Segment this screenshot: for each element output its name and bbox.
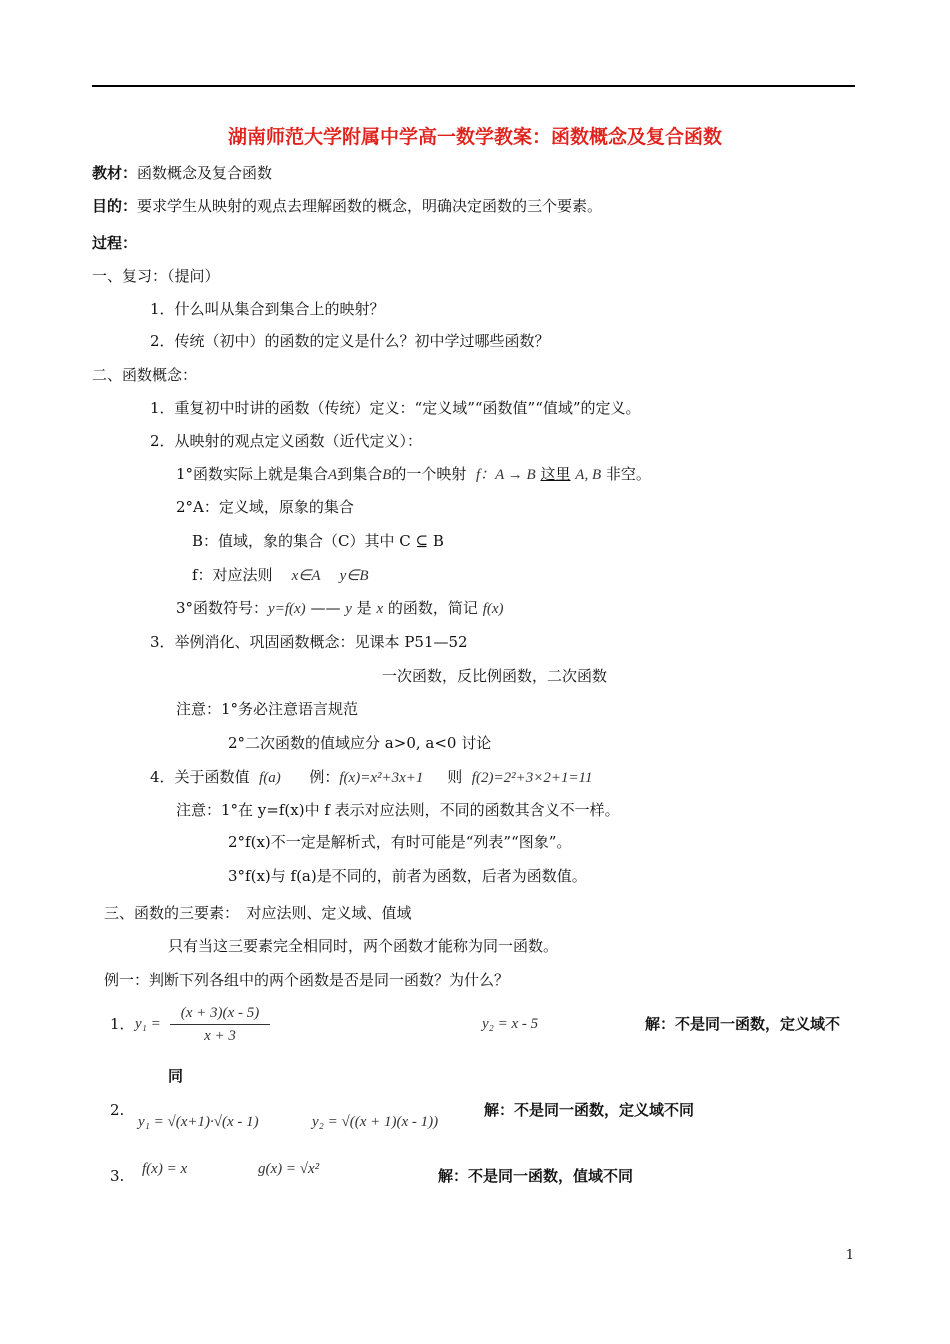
page-number: 1 [845, 1248, 854, 1263]
note-3: 注意：1°在 y=f(x)中 f 表示对应法则，不同的函数其含义不一样。 [176, 801, 620, 819]
ex2-answer: 解：不是同一函数，定义域不同 [484, 1101, 695, 1119]
concept-2-notation [176, 598, 504, 619]
ex3-answer: 解：不是同一函数，值域不同 [438, 1167, 634, 1185]
c4-text-1: 4．关于函数值 [150, 768, 250, 786]
ex3-f: f(x) = x [142, 1161, 188, 1177]
def-mapping: f：A → B [475, 467, 536, 483]
section-three-elements: 三、函数的三要素： 对应法则、定义域、值域 [104, 904, 412, 922]
goal-label: 目的： [92, 197, 138, 215]
c4-text-2: 例： [309, 768, 340, 786]
concept-3-examples: 一次函数，反比例函数，二次函数 [382, 667, 608, 685]
review-q2: 2．传统（初中）的函数的定义是什么？初中学过哪些函数？ [150, 332, 550, 350]
concept-2-rule [192, 565, 369, 586]
note-4: 2°f(x)不一定是解析式，有时可能是“列表”“图象”。 [228, 833, 572, 851]
ex1-answer: 解：不是同一函数，定义域不 [645, 1015, 841, 1033]
note-1: 注意：1°务必注意语言规范 [176, 700, 359, 718]
ex1-y1-label: y₁ = [135, 1016, 161, 1032]
ex3-g: g(x) = √x² [258, 1161, 320, 1177]
concept-4 [150, 767, 592, 788]
concept-3: 3．举例消化、巩固函数概念：见课本 P51—52 [150, 633, 468, 651]
three-elements-note: 只有当这三要素完全相同时，两个函数才能称为同一函数。 [168, 937, 559, 955]
process-heading: 过程： [92, 234, 138, 252]
notation-text-3: 的函数，简记 [387, 599, 478, 617]
c4-f2: f(2)=2²+3×2+1=11 [471, 770, 593, 786]
def-text-2: 到集合 [337, 465, 383, 483]
textbook-value: 函数概念及复合函数 [137, 164, 273, 182]
review-q1: 1．什么叫从集合到集合上的映射？ [150, 300, 385, 318]
c4-text-3: 则 [447, 768, 463, 786]
ex3-number: 3. [110, 1167, 125, 1185]
note-5: 3°f(x)与 f(a)是不同的，前者为函数，后者为函数值。 [228, 867, 587, 885]
notation-yfx: y=f(x) [268, 601, 306, 617]
notation-text-1: 3°函数符号： [176, 599, 269, 617]
note-2: 2°二次函数的值域应分 a>0, a<0 讨论 [228, 734, 492, 752]
concept-2-range: B：值域，象的集合（C）其中 C ⊆ B [192, 532, 444, 550]
ex1-numerator: (x + 3)(x - 5) [170, 1002, 270, 1025]
textbook-line [92, 163, 272, 183]
def-set-a: A [328, 467, 338, 483]
ex2-y1: y₁ = √(x+1)·√(x - 1) [138, 1114, 259, 1130]
rule-x: x∈A [291, 568, 321, 584]
c4-fa: f(a) [259, 770, 281, 786]
def-text-1: 1°函数实际上就是集合 [176, 465, 329, 483]
def-text-4: 这里 [540, 465, 571, 483]
c4-fx: f(x)=x²+3x+1 [339, 770, 424, 786]
ex2-y2: y₂ = √((x + 1)(x - 1)) [312, 1114, 439, 1130]
ex1-y2: y₂ = x - 5 [482, 1016, 539, 1032]
ex2-number: 2. [110, 1101, 125, 1119]
concept-2: 2．从映射的观点定义函数（近代定义）： [150, 432, 423, 450]
notation-dash: —— [310, 599, 341, 617]
notation-y: y [345, 601, 352, 617]
def-text-5: 非空。 [605, 465, 651, 483]
example-heading: 例一：判断下列各组中的两个函数是否是同一函数？为什么？ [104, 971, 510, 989]
header-rule [92, 85, 855, 87]
section-function-concept: 二、函数概念： [92, 366, 198, 384]
concept-2-domain: 2°A：定义域，原象的集合 [176, 498, 354, 516]
goal-value: 要求学生从映射的观点去理解函数的概念，明确决定函数的三个要素。 [137, 197, 603, 215]
concept-2-def [176, 464, 651, 485]
ex1-fraction [170, 1002, 270, 1047]
def-set-b: B [382, 467, 392, 483]
def-text-3: 的一个映射 [391, 465, 467, 483]
rule-text: f：对应法则 [192, 566, 273, 584]
ex1-denominator: x + 3 [204, 1028, 236, 1044]
concept-1: 1．重复初中时讲的函数（传统）定义：“定义域”“函数值”“值域”的定义。 [150, 399, 641, 417]
textbook-label: 教材： [92, 164, 138, 182]
notation-text-2: 是 [356, 599, 372, 617]
page-title: 湖南师范大学附属中学高一数学教案：函数概念及复合函数 [227, 126, 722, 148]
rule-y: y∈B [339, 568, 369, 584]
goal-line [92, 196, 602, 216]
notation-x: x [376, 601, 384, 617]
ex1-number: 1． [110, 1015, 135, 1033]
section-review: 一、复习：（提问） [92, 267, 220, 285]
notation-fx: f(x) [482, 601, 504, 617]
def-sets: A, B [575, 467, 602, 483]
ex1-answer-cont: 同 [168, 1067, 184, 1085]
